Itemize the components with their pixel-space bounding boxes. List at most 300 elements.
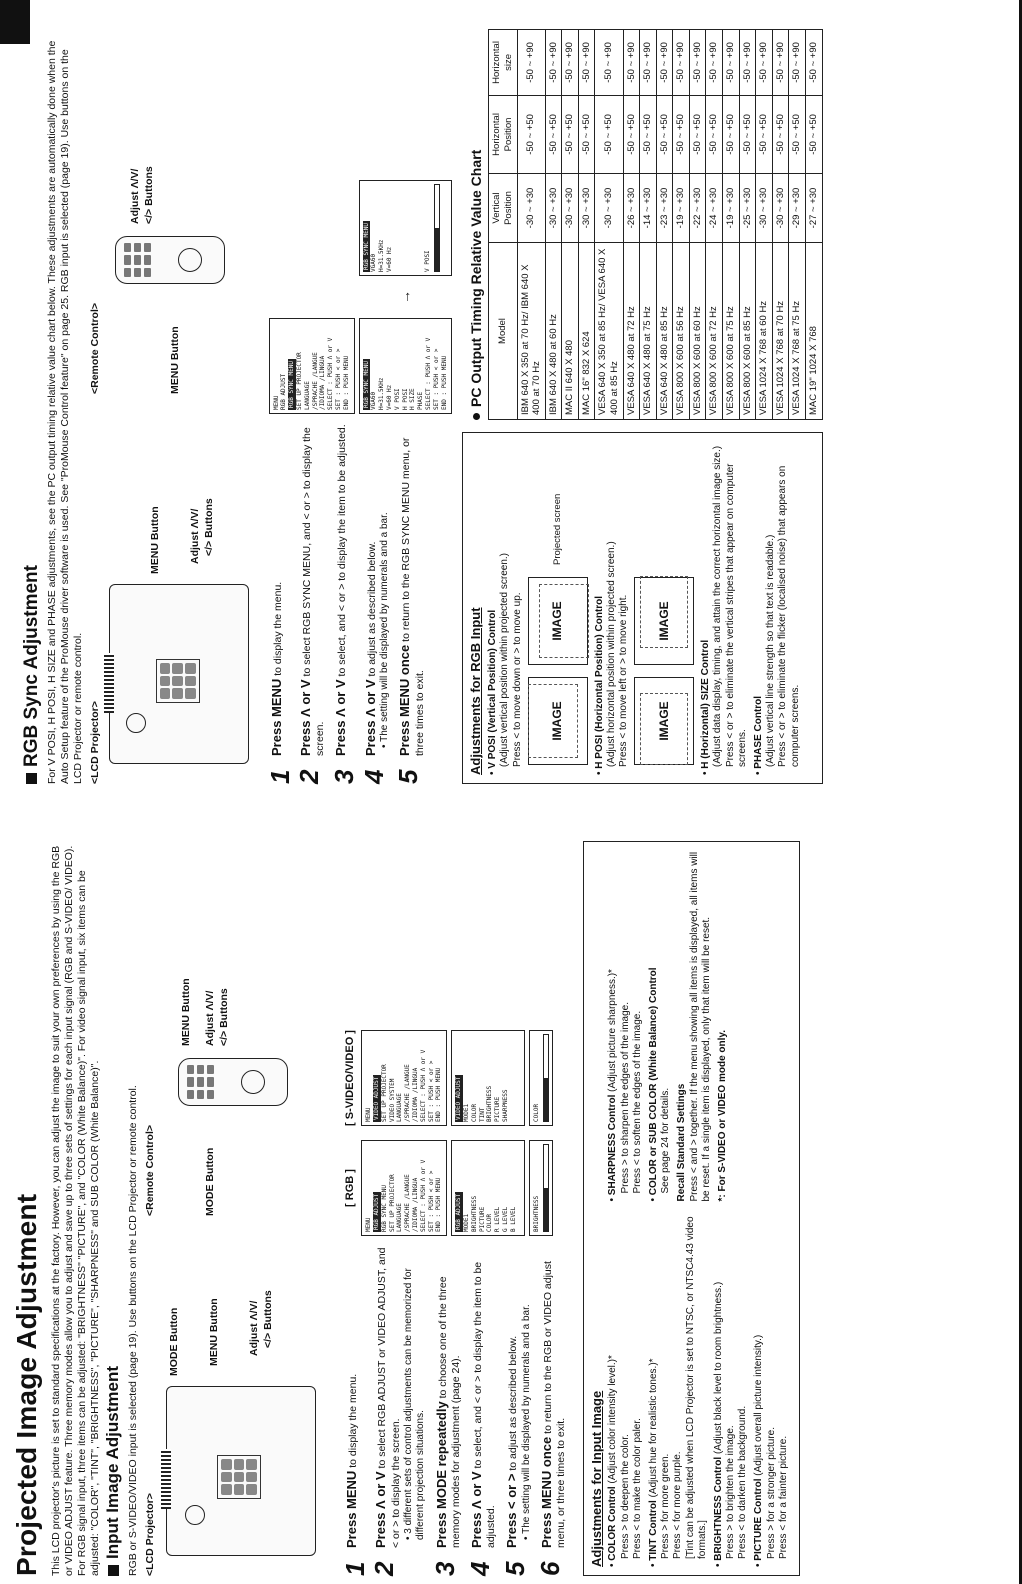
osd-line-text: /IDIOMA /LINGUA	[412, 1067, 420, 1122]
osd-video-menu	[361, 1030, 447, 1126]
osd-line	[373, 1034, 381, 1122]
table-header: Model	[489, 243, 517, 420]
osd-line-text: G LEVEL	[502, 1206, 510, 1232]
table-row	[595, 30, 623, 420]
osd-line-text: RGB SYNC MENU	[362, 361, 370, 408]
osd-line	[479, 1034, 487, 1122]
hsize-line: (Adjust data display, timing, and attain the correct horizontal image size.)	[712, 445, 724, 767]
osd-line-text: END : PUSH MENU	[440, 355, 448, 410]
table-cell: -22 ~ +30	[689, 173, 706, 242]
adjustment-desc: (Adjust black level to room brightness.)	[712, 1281, 724, 1457]
osd-line	[435, 1034, 443, 1122]
step-text	[539, 1246, 568, 1548]
osd-line-text: /IDIOMA /LINGUA	[319, 355, 327, 410]
osd-line	[420, 1034, 428, 1122]
table-cell: -50 ~ +90	[595, 30, 623, 96]
input-adjustments-title: Adjustments for Input Image	[588, 1390, 604, 1567]
hsize-line: Press < or > to eliminate the vertical stripes that appear on computer screens.	[724, 463, 748, 767]
table-cell: -19 ~ +30	[723, 173, 740, 242]
step-item	[329, 424, 360, 784]
osd-line-text: SET UP PROJECTOR	[295, 352, 303, 410]
osd-video-title: [ S-VIDEO/VIDEO ]	[343, 1030, 356, 1126]
trackball-icon	[178, 248, 202, 272]
step-rest: to display the menu.	[346, 1373, 359, 1471]
osd-line-text: VIDEO SYSTEM	[388, 1078, 396, 1122]
right-column	[10, 29, 823, 784]
projector-vent	[161, 1449, 171, 1509]
osd-line-text: COLOR	[486, 1213, 494, 1232]
osd-line	[389, 1144, 397, 1232]
table-cell: VESA 1024 X 768 at 60 Hz	[756, 243, 773, 420]
osd-line	[494, 1144, 502, 1232]
table-cell: -50 ~ +90	[640, 30, 657, 96]
osd-line-text: PICTURE	[478, 1206, 486, 1232]
step-rest: to display the menu.	[271, 581, 284, 679]
table-cell: -50 ~ +50	[578, 95, 595, 173]
step-lead: Press Λ or V	[297, 679, 313, 756]
table-row	[640, 30, 657, 420]
table-cell: -50 ~ +90	[517, 30, 545, 96]
osd-line-text: COLOR	[470, 1103, 478, 1122]
table-cell: -25 ~ +30	[739, 173, 756, 242]
table-cell: -19 ~ +30	[673, 173, 690, 242]
trackball-icon	[241, 1070, 265, 1094]
osd-line	[417, 322, 425, 410]
arrow-right-icon: →	[396, 290, 413, 304]
section-heading-rgb-sync	[20, 29, 43, 784]
step-item	[369, 1246, 427, 1576]
remote-control-label: <Remote Control>	[88, 302, 101, 394]
osd-line	[502, 1144, 510, 1232]
osd-line	[404, 1034, 412, 1122]
step-rest: to select RGB ADJUST or VIDEO ADJUST, and < or > to display the screen.	[376, 1247, 402, 1548]
osd-line-text: VIDEO ADJUST	[373, 1076, 381, 1120]
table-cell: -27 ~ +30	[805, 173, 822, 242]
osd-line	[396, 1034, 404, 1122]
table-cell: VESA 640 X 350 at 85 Hz/ VESA 640 X 400 at 85 Hz	[595, 243, 623, 420]
step-number: 1	[264, 769, 295, 784]
osd-line	[409, 322, 417, 410]
step-lead: Press MENU once	[539, 1436, 555, 1548]
callout-adjust-buttons-2: </> Buttons	[202, 498, 215, 556]
callout-remote-adjust: Adjust Λ/V/	[203, 990, 216, 1046]
adjustment-item	[713, 1216, 750, 1568]
table-cell: VESA 1024 X 768 at 70 Hz	[772, 243, 789, 420]
adjustment-desc: (Adjust overall picture intensity.)	[753, 1334, 765, 1479]
bullet: •	[753, 1560, 765, 1567]
osd-line	[378, 322, 386, 410]
step-text	[363, 512, 392, 756]
step-item	[429, 1246, 463, 1576]
image-box	[528, 577, 588, 665]
recall-title: Recall Standard Settings	[676, 1083, 688, 1202]
remote-control-illustration	[178, 1058, 288, 1106]
osd-line	[510, 1144, 518, 1232]
level-bar	[543, 1034, 549, 1122]
step-number: 2	[293, 769, 324, 784]
lens-icon	[185, 1505, 205, 1525]
osd-line-text: MENU	[365, 1217, 373, 1232]
osd-line-text: TINT	[478, 1107, 486, 1122]
rgb-adjustments-box	[462, 432, 822, 784]
table-cell: IBM 640 X 350 at 70 Hz/ IBM 640 X 400 at 70 Hz	[517, 243, 545, 420]
table-cell: -50 ~ +90	[578, 30, 595, 96]
osd-line-text: BRIGHTNESS	[470, 1195, 478, 1232]
callout-remote-menu-button: MENU Button	[179, 978, 192, 1046]
osd-line-text: PICTURE	[494, 1096, 502, 1122]
table-cell: -50 ~ +50	[595, 95, 623, 173]
osd-line	[319, 322, 327, 410]
phase-line: Press < or > to eliminate the flicker (localised noise) that appears on computer screens.	[777, 465, 801, 767]
vposi-control: • V POSI (Vertical Position) Control (Adjust vertical position within projected screen.) Press < to move down or > to move up.	[487, 441, 524, 775]
table-row	[623, 30, 640, 420]
callout-mode-button: MODE Button	[167, 1307, 180, 1376]
osd-line	[433, 322, 441, 410]
lcd-projector-label: <LCD Projector>	[143, 1493, 156, 1576]
table-row	[673, 30, 690, 420]
osd-line-text: MODE1	[463, 1103, 471, 1122]
step-rest: to choose one of the three memory modes for adjustment (page 24).	[436, 1276, 462, 1548]
osd-line-text: MODE1	[463, 1213, 471, 1232]
projector-top-view	[166, 1386, 316, 1556]
vposi-line: (Adjust vertical position within projected screen.)	[499, 553, 511, 767]
table-cell: -50 ~ +50	[656, 95, 673, 173]
table-cell: -50 ~ +50	[756, 95, 773, 173]
input-adjustments-box	[583, 841, 800, 1576]
table-row	[805, 30, 822, 420]
lens-icon	[126, 713, 146, 733]
osd-line-text: R LEVEL	[494, 1206, 502, 1232]
step-lead: Press Λ or V	[469, 1471, 485, 1548]
osd-line	[370, 184, 378, 272]
step-text	[434, 1246, 463, 1548]
osd-line	[273, 322, 281, 410]
level-bar	[543, 1144, 549, 1232]
callout-menu-button: MENU Button	[148, 506, 161, 574]
osd-line	[428, 1034, 436, 1122]
adjustment-line: Press < to soften the edges of the image.	[631, 1010, 643, 1194]
osd-line-text: VIDEO ADJUST	[455, 1076, 463, 1120]
table-cell: -50 ~ +90	[756, 30, 773, 96]
osd-line-text: RGB SYNC MENU	[362, 223, 370, 270]
remote-control-label: <Remote Control>	[143, 1124, 156, 1216]
osd-line-text: MENU	[365, 1107, 373, 1122]
osd-line	[471, 1034, 479, 1122]
osd-line-text: RGB SYNC MENU	[288, 361, 296, 408]
callout-remote-menu-button: MENU Button	[168, 326, 181, 394]
table-cell: -50 ~ +50	[739, 95, 756, 173]
table-cell: -50 ~ +50	[673, 95, 690, 173]
osd-line	[365, 1144, 373, 1232]
osd-line-text: H SIZE	[409, 388, 417, 410]
image-label: IMAGE	[656, 701, 671, 741]
table-header: Horizontal Position	[489, 95, 517, 173]
image-box	[634, 677, 694, 765]
adjustment-desc: (Adjust hue for realistic tones.)*	[647, 1358, 659, 1501]
step-rest: to return to the RGB or VIDEO adjust menu, or three times to exit.	[542, 1261, 568, 1548]
osd-line	[402, 322, 410, 410]
table-cell: -50 ~ +90	[562, 30, 579, 96]
table-cell: -50 ~ +90	[789, 30, 806, 96]
osd-line-text: /IDIOMA /LINGUA	[412, 1177, 420, 1232]
adjustment-line: Press > to brighten the image.	[725, 1425, 737, 1559]
table-row	[756, 30, 773, 420]
table-cell: -24 ~ +30	[706, 173, 723, 242]
step-number: 4	[465, 1561, 496, 1576]
table-cell: -14 ~ +30	[640, 173, 657, 242]
table-cell: -50 ~ +50	[545, 95, 562, 173]
table-cell: -30 ~ +30	[756, 173, 773, 242]
osd-line	[479, 1144, 487, 1232]
table-row	[562, 30, 579, 420]
adjustment-line: Press > to deepen the color.	[619, 1434, 631, 1559]
page-title: Projected Image Adjustment	[11, 1193, 42, 1576]
osd-line	[412, 1034, 420, 1122]
table-cell: -50 ~ +50	[706, 95, 723, 173]
footnote: *: For S-VIDEO or VIDEO mode only.	[716, 1030, 728, 1202]
phase-name: PHASE Control	[753, 695, 765, 769]
callout-remote-adjust: Adjust Λ/V/	[128, 168, 141, 224]
osd-rgb-menu	[361, 1140, 447, 1236]
step-number: 2	[369, 1561, 400, 1576]
osd-line-text: RGB SYNC MENU	[380, 1185, 388, 1232]
hsize-control: • H (Horizontal) SIZE Control (Adjust data display, timing, and attain the correct horizontal image size.) Press < or > to eliminate the vertical stripes that appear on computer screens.	[700, 441, 749, 775]
osd-line	[486, 1144, 494, 1232]
table-row	[723, 30, 740, 420]
osd-line	[404, 1144, 412, 1232]
osd-menu	[269, 318, 355, 414]
osd-screens	[340, 841, 575, 1236]
adjustment-desc: (Adjust color intensity level.)*	[607, 1355, 619, 1487]
table-cell: -30 ~ +30	[772, 173, 789, 242]
osd-line	[471, 1144, 479, 1232]
image-box	[634, 577, 694, 665]
osd-line	[378, 184, 386, 272]
adjustment-line: Press < to darken the background.	[737, 1405, 749, 1559]
image-label: IMAGE	[550, 701, 565, 741]
osd-line	[335, 322, 343, 410]
osd-line-text: RGB ADJUST	[455, 1193, 463, 1230]
step-lead: Press MENU	[343, 1470, 359, 1548]
table-cell: VESA 800 X 600 at 72 Hz	[706, 243, 723, 420]
osd-rgb-sync	[359, 318, 453, 414]
osd-video-adjust	[451, 1030, 525, 1126]
table-cell: -29 ~ +30	[789, 173, 806, 242]
adjustment-item	[648, 1216, 709, 1568]
hposi-line: Press < to move left or > to move right.	[618, 594, 630, 767]
adjustment-name: COLOR Control	[607, 1486, 619, 1561]
hposi-control: • H POSI (Horizontal Position) Control (Adjust horizontal position within projected screen.) Press < to move left or > to move right.	[594, 441, 631, 775]
projector-top-view	[109, 584, 249, 764]
section-title-text: RGB Sync Adjustment	[21, 565, 42, 767]
osd-bar-label: V POSI	[423, 250, 431, 272]
rgb-osd-screens	[265, 29, 457, 414]
level-bar	[434, 184, 440, 272]
square-bullet-icon	[108, 1565, 119, 1576]
table-cell: -50 ~ +50	[789, 95, 806, 173]
bullet: •	[647, 1560, 659, 1567]
osd-rgb-sync-single	[359, 180, 453, 276]
osd-line	[455, 1144, 463, 1232]
osd-line-text: MENU	[272, 395, 280, 410]
step-lead: Press Λ or V	[373, 1471, 389, 1548]
hposi-figure	[634, 441, 694, 765]
projector-vent	[104, 653, 114, 713]
projected-screen-label: Projected screen	[551, 493, 563, 565]
osd-line-text: END : PUSH MENU	[435, 1067, 443, 1122]
osd-line-text: END : PUSH MENU	[435, 1177, 443, 1232]
osd-line-text: VGA60	[370, 391, 378, 410]
adjustment-line: Press > for a stronger picture.	[765, 1426, 777, 1559]
step-rest: to select, and < or > to display the item to be adjusted.	[336, 424, 349, 680]
table-cell: MAC 19" 1024 X 768	[805, 243, 822, 420]
bullet: •	[647, 1195, 659, 1202]
lcd-projector-label: <LCD Projector>	[88, 701, 101, 784]
image-label: IMAGE	[550, 601, 565, 641]
left-column	[10, 841, 800, 1576]
osd-line-text: V POSI	[393, 388, 401, 410]
vposi-line: Press < to move down or > to move up.	[511, 592, 523, 767]
step-text	[333, 424, 356, 756]
table-row	[789, 30, 806, 420]
adjustment-line: Press > for more green.	[660, 1453, 672, 1559]
step-text	[344, 1374, 367, 1548]
adjustment-item	[607, 850, 644, 1202]
step-rest: to adjust as described below.	[365, 541, 378, 680]
osd-line-text: SELECT : PUSH Λ or V	[424, 337, 432, 410]
table-row	[545, 30, 562, 420]
callout-adjust-buttons: Adjust Λ/V/	[247, 1300, 260, 1356]
table-cell: -50 ~ +50	[623, 95, 640, 173]
table-cell: VESA 800 X 600 at 75 Hz	[723, 243, 740, 420]
osd-line-text: LANGUAGE	[396, 1203, 404, 1232]
step-lead: Press < or >	[504, 1473, 520, 1548]
table-cell: -50 ~ +90	[545, 30, 562, 96]
callout-remote-adjust-2: </> Buttons	[142, 166, 155, 224]
osd-line	[502, 1034, 510, 1122]
osd-line	[381, 1144, 389, 1232]
adjustment-line: See page 24 for details.	[660, 1087, 672, 1194]
osd-line-text: V=60 Hz	[385, 246, 393, 272]
osd-line	[386, 322, 394, 410]
osd-line	[373, 1144, 381, 1232]
device-illustration-rgb	[89, 29, 259, 784]
osd-line	[463, 1144, 471, 1232]
osd-line	[327, 322, 335, 410]
table-row	[578, 30, 595, 420]
adjustments-column-2	[607, 850, 794, 1202]
control-pad-icon	[156, 659, 200, 703]
table-cell: VESA 640 X 480 at 72 Hz	[623, 243, 640, 420]
osd-line-text: V=60 Hz	[385, 384, 393, 410]
osd-line-text: /SPRACHE /LANGUE	[404, 1174, 412, 1232]
table-cell: -26 ~ +30	[623, 173, 640, 242]
step-number: 1	[339, 1561, 370, 1576]
table-row	[656, 30, 673, 420]
step-text	[469, 1246, 498, 1548]
osd-line	[455, 1034, 463, 1122]
osd-line	[288, 322, 296, 410]
step-lead: Press Λ or V	[333, 679, 349, 756]
timing-chart-section	[462, 29, 822, 420]
adjustment-name: COLOR or SUB COLOR (White Balance) Control	[647, 967, 659, 1196]
adjustment-line: [Tint can be adjusted when LCD Projector is set to NTSC, or NTSC4.43 video formats.]	[684, 1216, 708, 1559]
adjustment-item	[753, 1216, 790, 1568]
osd-line	[370, 322, 378, 410]
table-cell: MAC 16" 832 X 624	[578, 243, 595, 420]
table-cell: -50 ~ +50	[562, 95, 579, 173]
step-number: 4	[358, 769, 389, 784]
vposi-figure	[528, 441, 588, 765]
bullet: •	[607, 1560, 619, 1567]
table-cell: VESA 800 X 600 at 60 Hz	[689, 243, 706, 420]
adjustment-name: TINT Control	[647, 1500, 659, 1561]
osd-line-text: SET : PUSH < or >	[432, 348, 440, 410]
table-cell: IBM 640 X 480 at 60 Hz	[545, 243, 562, 420]
osd-line-text: B LEVEL	[509, 1206, 517, 1232]
osd-line-text: /SPRACHE /LANGUE	[404, 1064, 412, 1122]
control-pad-icon	[217, 1455, 261, 1499]
table-cell: -23 ~ +30	[656, 173, 673, 242]
timing-chart-heading	[468, 29, 485, 420]
rgb-sync-steps-list	[264, 424, 457, 784]
table-cell: -50 ~ +50	[805, 95, 822, 173]
table-cell: -50 ~ +90	[689, 30, 706, 96]
step-item	[358, 424, 392, 784]
osd-line	[389, 1034, 397, 1122]
step-lead: Press Λ or V	[362, 679, 378, 756]
osd-line	[312, 322, 320, 410]
step-item	[339, 1246, 370, 1576]
recall-text: Press < and > together. If the menu showing all items is displayed, all items will be reset. If a single item is displayed, only that item will be reset.	[688, 851, 712, 1202]
osd-line	[412, 1144, 420, 1232]
table-cell: -30 ~ +30	[545, 173, 562, 242]
table-cell: -50 ~ +90	[656, 30, 673, 96]
step-number: 3	[429, 1561, 460, 1576]
table-cell: -50 ~ +50	[689, 95, 706, 173]
adjustment-line: Press < for more purple.	[672, 1451, 684, 1559]
table-row	[739, 30, 756, 420]
table-cell: -30 ~ +30	[595, 173, 623, 242]
adjustment-item	[648, 850, 672, 1202]
intro-paragraph: This LCD projector's picture is set to standard specifications at the factory. However, you can adjust the image to suit your own preferences by using the RGB or VIDEO ADJUST feature. Three memory modes allow you to adjust and save up to three sets of settings for each input signal (RGB and S-VIDEO/ VIDEO). For RGB signal input, three items can be adjusted: "BRIGHTNESS" "PICTURE", and "COLOR (White Balance)". For video signal input, six items can be adjusted: "COLOR", "TINT", "BRIGHTNESS", "PICTURE", "SHARPNESS" and SUB COLOR (White Balance)".	[50, 845, 101, 1576]
osd-line-text: LANGUAGE	[396, 1093, 404, 1122]
osd-line	[363, 184, 371, 272]
osd-line	[365, 1034, 373, 1122]
step-text	[397, 424, 426, 756]
step-text	[504, 1304, 533, 1548]
osd-line-text: SET : PUSH < or >	[427, 1060, 435, 1122]
osd-line	[486, 1034, 494, 1122]
bullet: •	[712, 1560, 724, 1567]
step-number: 5	[500, 1561, 531, 1576]
timing-chart-title: PC Output Timing Relative Value Chart	[468, 149, 485, 407]
step-rest: to select RGB SYNC MENU, and < or > to display the screen.	[300, 427, 327, 756]
table-cell: VESA 1024 X 768 at 75 Hz	[789, 243, 806, 420]
table-row	[706, 30, 723, 420]
section-heading-input-image	[103, 841, 124, 1576]
osd-line-text: SET : PUSH < or >	[334, 348, 342, 410]
table-cell: -50 ~ +90	[673, 30, 690, 96]
osd-line	[463, 1034, 471, 1122]
osd-line-text: SELECT : PUSH Λ or V	[419, 1049, 427, 1122]
osd-line-text: SHARPNESS	[502, 1089, 510, 1122]
table-cell: -50 ~ +90	[739, 30, 756, 96]
osd-line-text: SELECT : PUSH Λ or V	[327, 337, 335, 410]
callout-adjust-buttons: Adjust Λ/V/	[188, 508, 201, 564]
adjustment-line: Press < to make the color paler.	[631, 1418, 643, 1559]
table-cell: -50 ~ +50	[772, 95, 789, 173]
